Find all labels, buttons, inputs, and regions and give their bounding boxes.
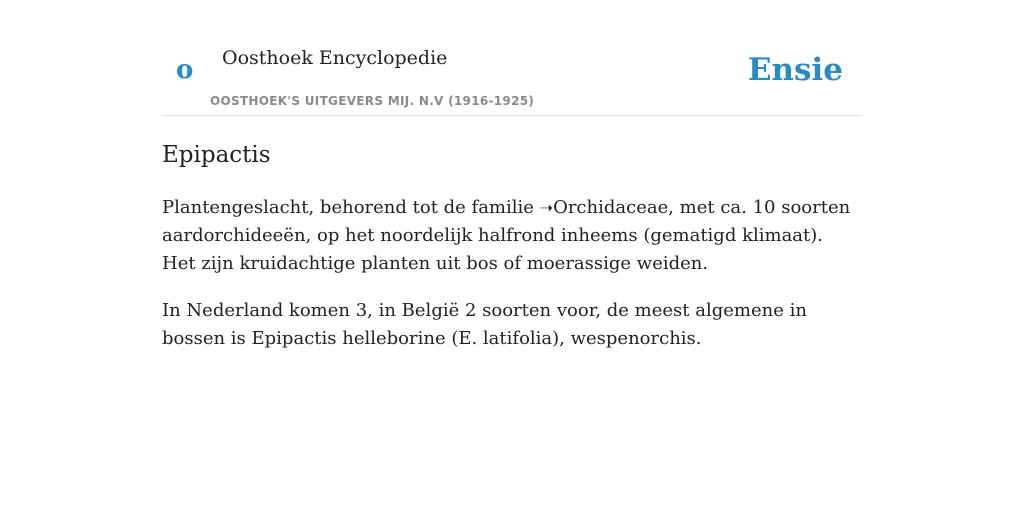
cross-reference-arrow-icon: ➝ <box>539 198 554 217</box>
article-paragraph-2: In Nederland komen 3, in België 2 soorten voor, de meest algemene in bossen is Epipactis helleborine (E. latifolia), wespenorchis. <box>162 300 807 349</box>
ensie-logo-link[interactable]: Ensie <box>747 52 843 88</box>
header <box>162 40 862 116</box>
paragraph-1-text-before: Plantengeslacht, behorend tot de familie <box>162 197 540 218</box>
entry-title: Epipactis <box>162 142 271 168</box>
article-paragraph-1 <box>162 194 862 278</box>
page <box>162 0 862 353</box>
publisher-info: OOSTHOEK'S UITGEVERS MIJ. N.V (1916-1925) <box>210 94 535 108</box>
orchidaceae-link[interactable]: Orchidaceae <box>553 197 669 218</box>
paragraph-1-text-after: , met ca. 10 soorten aardorchideeën, op het noordelijk halfrond inheems (gematigd klimaat). Het zijn kruidachtige planten uit bos of moerassige weiden. <box>162 197 851 274</box>
book-logo-letter[interactable]: o <box>176 55 194 85</box>
book-title-link[interactable]: Oosthoek Encyclopedie <box>222 47 448 69</box>
